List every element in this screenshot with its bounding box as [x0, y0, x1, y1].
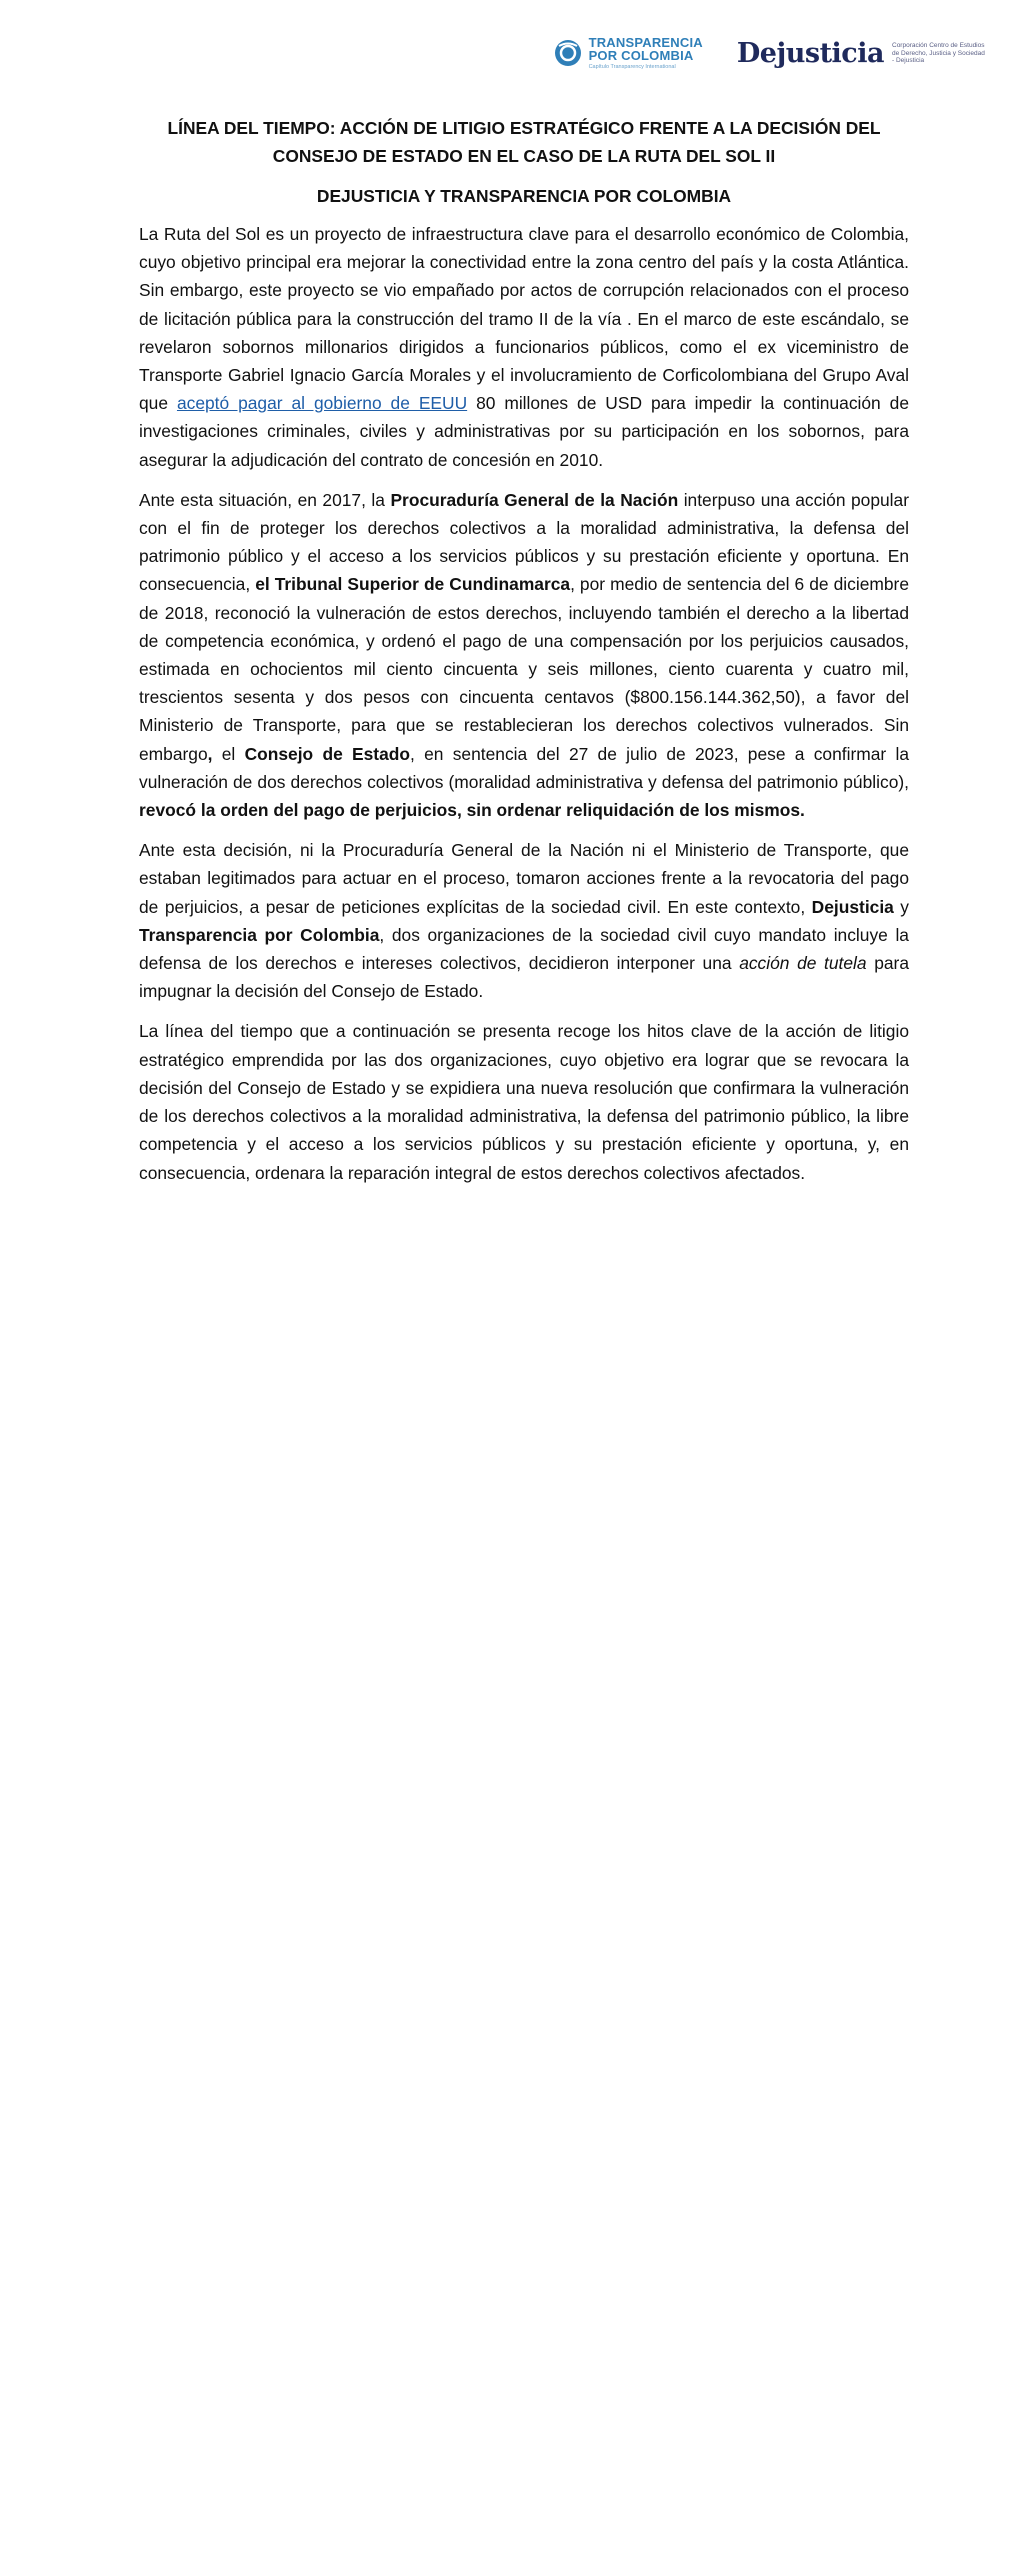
dejusticia-logo: [737, 38, 988, 69]
p2-text-1: Ante esta situación, en 2017, la: [139, 489, 391, 510]
document-body: [139, 114, 909, 1199]
eeuu-payment-link[interactable]: aceptó pagar al gobierno de EEUU: [176, 393, 468, 414]
dejusticia-logo-name: Dejusticia: [736, 37, 884, 69]
p4-text-1: La línea del tiempo que a continuación se presenta recoge los hitos clave de la acción de litigio estratégico emprendida por las dos organizaciones, cuyo objetivo era lograr que se revocara la decisión del Consejo de Estado y se expidiera una nueva resolución que confirmara la vulneración de los derechos colectivos a la moralidad administrativa, la defensa del patrimonio público, la libre competencia y el acceso a los servicios públicos y su prestación eficiente y oportuna, y, en consecuencia, ordenara la reparación integral de estos derechos colectivos afectados.: [139, 1021, 909, 1183]
p3-text-2: y: [893, 896, 910, 917]
p2-bold-procuraduria: Procuraduría General de la Nación: [390, 489, 679, 510]
p2-bold-tribunal: el Tribunal Superior de Cundinamarca: [255, 574, 571, 595]
tpc-logo-line1: TRANSPARENCIA: [588, 35, 703, 50]
p2-bold-revoco: revocó la orden del pago de perjuicios, sin ordenar reliquidación de los mismos.: [139, 800, 805, 821]
p3-text-4: para impugnar la decisión del Consejo de Estado.: [139, 953, 910, 1002]
dejusticia-logo-tagline: Corporación Centro de Estudios de Derecho, Justicia y Sociedad - Dejusticia: [892, 42, 985, 64]
p2-bold-consejo: Consejo de Estado: [244, 743, 411, 764]
p3-bold-transparencia: Transparencia por Colombia: [139, 924, 380, 945]
transparencia-por-colombia-logo: [553, 36, 703, 71]
p2-bold-comma: ,: [207, 743, 213, 764]
p2-text-2: interpuso una acción popular con el fin de proteger los derechos colectivos a la moralidad administrativa, la defensa del patrimonio público y el acceso a los servicios públicos y su prestación eficiente y oportuna. En consecuencia,: [139, 489, 909, 595]
paragraph-civil-society: [139, 836, 909, 1005]
p1-text-1: La Ruta del Sol es un proyecto de infraestructura clave para el desarrollo económico de Colombia, cuyo objetivo principal era mejorar la conectividad entre la zona centro del país y la costa Atlántica. Sin embargo, este proyecto se vio empañado por actos de corrupción relacionados con el proceso de licitación pública para la construcción del tramo II de la vía . En el marco de este escándalo, se revelaron sobornos millonarios dirigidos a funcionarios públicos, como el ex viceministro de Transporte Gabriel Ignacio García Morales y el involucramiento de Corficolombiana del Grupo Aval que: [139, 224, 909, 414]
tpc-logo-tagline: Capítulo Transparency International: [588, 64, 676, 70]
paragraph-intro: [139, 220, 909, 474]
page-header: [553, 36, 988, 71]
p1-text-2: 80 millones de USD para impedir la continuación de investigaciones criminales, civiles y administrativas por su participación en los sobornos, para asegurar la adjudicación del contrato de concesión en 2010.: [139, 393, 909, 470]
p3-bold-dejusticia: Dejusticia: [811, 896, 894, 917]
p2-text-3: , por medio de sentencia del 6 de diciembre de 2018, reconoció la vulneración de estos derechos, incluyendo también el derecho a la libertad de competencia económica, y ordenó el pago de una compensación por los perjuicios causados, estimada en ochocientos mil ciento cincuenta y seis millones, ciento cuarenta y cuatro mil, trescientos sesenta y dos pesos con cincuenta centavos ($800.156.144.362,50), a favor del Ministerio de Transporte, para que se restablecieran los derechos colectivos vulnerados. Sin embargo: [139, 574, 909, 764]
p2-text-4: el: [212, 743, 245, 764]
tpc-logo-line2: POR COLOMBIA: [588, 48, 694, 63]
document-subtitle: DEJUSTICIA Y TRANSPARENCIA POR COLOMBIA: [316, 186, 732, 206]
paragraph-timeline-intro: [139, 1017, 909, 1186]
p2-text-5: , en sentencia del 27 de julio de 2023, pese a confirmar la vulneración de dos derechos colectivos (moralidad administrativa y defensa del patrimonio público),: [139, 743, 910, 792]
globe-logo-icon: [553, 38, 583, 68]
p3-text-1: Ante esta decisión, ni la Procuraduría General de la Nación ni el Ministerio de Transporte, que estaban legitimados para actuar en el proceso, tomaron acciones frente a la revocatoria del pago de perjuicios, a pesar de peticiones explícitas de la sociedad civil. En este contexto,: [139, 840, 909, 917]
document-title: LÍNEA DEL TIEMPO: ACCIÓN DE LITIGIO ESTRATÉGICO FRENTE A LA DECISIÓN DEL CONSEJO DE ESTADO EN EL CASO DE LA RUTA DEL SOL II: [167, 118, 881, 166]
p3-italic-tutela: acción de tutela: [739, 953, 867, 974]
paragraph-legal-process: [139, 486, 909, 824]
p3-text-3: , dos organizaciones de la sociedad civil cuyo mandato incluye la defensa de los derechos e intereses colectivos, decidieron interponer una: [139, 924, 909, 974]
